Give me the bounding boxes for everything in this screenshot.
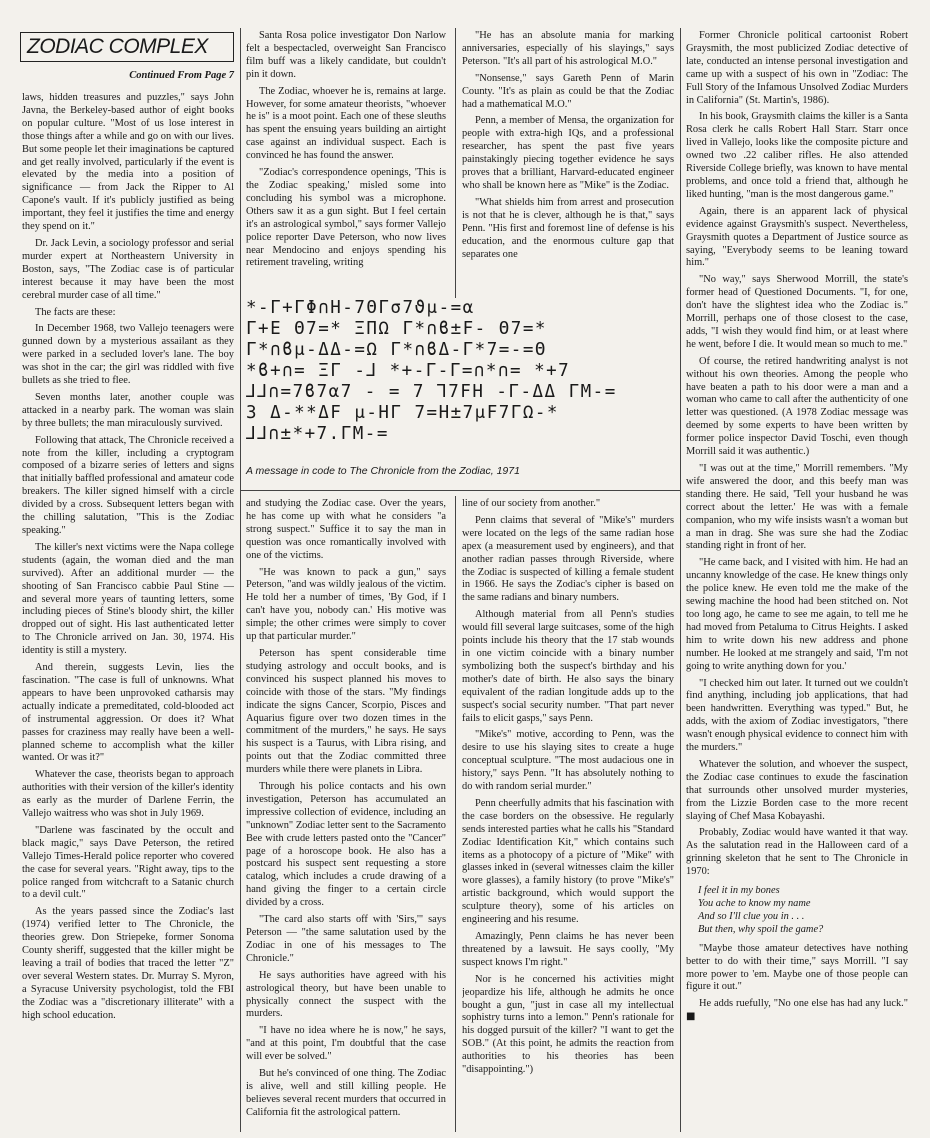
paragraph: Seven months later, another couple was attacked in a nearby park. The woman was slain by three bullets; the man miraculously survived.: [22, 391, 234, 429]
cipher-caption: A message in code to The Chronicle from the Zodiac, 1971: [246, 465, 520, 477]
cipher-line: ⅃⅃∩±*+7.ΓΜ-=: [246, 424, 389, 444]
paragraph: "He has an absolute mania for marking anniversaries, especially of his slayings," says Peterson. "It's all part of his astrological M.O.": [462, 30, 674, 67]
paragraph: "Darlene was fascinated by the occult and black magic," says Dave Peterson, the retired Vallejo Times-Herald police reporter who covered the case for several years. "Right away, tips to the police ranged from witchcraft to a Satanic church to a devil cult.": [22, 824, 234, 901]
paragraph: laws, hidden treasures and puzzles," says John Javna, the Berkeley-based author of eight books on popular culture. "Most of us lose interest in those things after a while and go on with our lives. But some people let their imaginations be captured and get really involved, particularly if the event is elevated by the media into a position of significance — from Jack the Ripper to Al Capone's vault. If it's publicly justified as being important, they feel it justifies the time and energy they spend on it.": [22, 92, 234, 233]
paragraph: "No way," says Sherwood Morrill, the state's former head of Questioned Documents. "I, for one, don't have the slightest idea who the Zodiac is." Morrill, perhaps one of those closest to the case, adds, "I wish they would find him, or at least where he went, before I die. It would mean so much to me.": [686, 274, 908, 350]
paragraph: The facts are these:: [35, 306, 116, 318]
cipher-line: Γ*∩ϐμ-ΔΔ-=Ω Γ*∩ϐΔ-Γ*7=-=Θ: [246, 340, 547, 360]
end-mark-icon: ■: [686, 1011, 696, 1023]
column-rule: [455, 28, 456, 298]
paragraph: Dr. Jack Levin, a sociology professor and serial murder expert at Northeastern University in Boston, says, "The Zodiac case is of particular interest because it may have been the most cerebral murder case of all time.": [22, 237, 234, 301]
paragraph: Following that attack, The Chronicle received a note from the killer, including a cryptogram composed of a bizarre series of letters and signs that initially baffled professional and amateur code breakers. The killer signed himself with a circle divided by a cross. Subsequent letters began with the chilling salutation, "This is the Zodiac speaking.": [22, 434, 234, 536]
paragraph: "Mike's" motive, according to Penn, was the desire to use his slaying sites to create a huge conceptual sculpture. "The most audacious one in history," says Penn. "It has absolutely nothing to do with random serial murder.": [462, 729, 674, 793]
paragraph: The killer's next victims were the Napa college students (again, the woman died and the man survived). After an additional murder — the shooting of San Francisco cabbie Paul Stine — and several more years of taunting letters, some including pieces of Stine's bloody shirt, the killer dropped out of sight. His last authenticated letter to The Chronicle arrived on Jan. 30, 1974. His identity is still a mystery.: [22, 541, 234, 657]
column-rule: [240, 28, 241, 1132]
continued-from-line: Continued From Page 7: [129, 70, 234, 81]
article-column-2-top: [246, 30, 446, 300]
paragraph: In December 1968, two Vallejo teenagers were gunned down by a mysterious assailant as they were parked in a secluded lover's lane. The boy was shot in the car; the girl was riddled with five bullets as she tried to flee.: [22, 323, 234, 387]
section-header-box: [20, 32, 234, 62]
paragraph: "What shields him from arrest and prosecution is not that he is clever, although he is that," says Penn. "His first and foremost line of defense is his education, and the enormous culture gap that separates one: [462, 196, 674, 260]
paragraph: Santa Rosa police investigator Don Narlow felt a bespectacled, overweight San Francisco film buff was a likely candidate, but couldn't pin it down.: [246, 30, 446, 80]
paragraph: Former Chronicle political cartoonist Robert Graysmith, the most publicized Zodiac detective of late, conducted an intense personal investigation and came up with a suspect of his own in "Zodiac: The Full Story of the Infamous Unsolved Zodiac Murders in California" (St. Martin's, 1986).: [686, 30, 908, 106]
paragraph: Probably, Zodiac would have wanted it that way. As the salutation read in the Halloween card of a grinning skeleton that he sent to The Chronicle in 1970:: [686, 827, 908, 878]
poem-line: But then, why spoil the game?: [698, 923, 824, 935]
cipher-line: 3 Δ-**ΔϜ μ-ΗΓ 7=Η±7μϜ7ΓΩ-*: [246, 403, 559, 423]
paragraph: line of our society from another.": [462, 498, 601, 509]
paragraph: Whatever the case, theorists began to approach authorities with their version of the killer's identity as early as the murder of Darlene Ferrin, the Vallejo waitress who was shot in July 1969.: [22, 769, 234, 820]
paragraph: Penn cheerfully admits that his fascination with the case borders on the obsessive. He regularly sends interested parties what he calls his "Standard Zodiac Identification Kit," which contains such items as a photocopy of a picture of "Mike" with glasses inked in (several witnesses claim the killer wore glasses), a family history (to prove "Mike's" artistic background, which would support the sculpture theory), some of his articles on engineering and his resume.: [462, 797, 674, 926]
column-rule: [680, 28, 681, 1132]
poem-line: You ache to know my name: [698, 898, 811, 909]
paragraph: Penn, a member of Mensa, the organization for people with extra-high IQs, and a professional researcher, has spent the past five years painstakingly piecing together evidence he says proves that a brilliant, Harvard-educated engineer who shall be known here as "Mike" is the Zodiac.: [462, 115, 674, 191]
cipher-line: *ϐ+∩= ΞΓ -⅃ *+-Γ-Γ=∩*∩= *+7: [246, 361, 571, 381]
zodiac-cipher-image: [246, 298, 674, 456]
poem-line: I feel it in my bones: [698, 885, 780, 897]
paragraph: "I have no idea where he is now," he says, "and at this point, I'm doubtful that the case will ever be solved.": [246, 1025, 446, 1063]
paragraph: He says authorities have agreed with his astrological theory, but have been unable to physically connect the suspect with the murders.: [246, 969, 446, 1020]
article-column-1: [22, 92, 234, 1128]
paragraph: Through his police contacts and his own investigation, Peterson has accumulated an impressive collection of evidence, including an "unknown" Zodiac letter sent to the Sacramento Bee with crude letters pasted onto the "Cancer" page of a horoscope book. He also has a postcard his suspect sent requesting a store catalog, which includes a crude drawing of a hand giving the finger to a certain circle divided by a cross.: [246, 781, 446, 909]
paragraph: The Zodiac, whoever he is, remains at large. However, for some amateur theorists, "whoever he is" is a moot point. Each one of these sleuths has spent the ensuing years building an airtight case against an individual suspect. Each is convinced he has found the answer.: [246, 85, 446, 162]
closing-paragraph: [686, 998, 908, 1024]
poem-line: And so I'll clue you in . . .: [698, 910, 805, 922]
column-rule: [455, 496, 456, 1132]
paragraph: Again, there is an apparent lack of physical evidence against Graysmith's suspect. Nevertheless, Graysmith quotes a Department of Justice source as saying, "Everybody seems to be leaning toward him.": [686, 205, 908, 269]
paragraph: Whatever the solution, and whoever the suspect, the Zodiac case continues to exude the fascination that surrounds other unsolved murder mysteries, from the Lizzie Borden case to the more recent slaying of Chef Masa Kobayashi.: [686, 758, 908, 822]
paragraph: Nor is he concerned his activities might jeopardize his life, although he admits he once bought a gun, "just in case all my intellectual sophistry turns into a lemon." Penn's rationale for his dogged pursuit of the killer? "I want to get the SOB." (At this point, he admits the reaction from authorities to his theories has been "disappointing."): [462, 973, 674, 1076]
article-column-4: [686, 30, 908, 1128]
paragraph: and studying the Zodiac case. Over the years, he has come up with what he considers "a strong suspect." Suffice it to say the man in question was once romantically involved with one of the victims.: [246, 498, 446, 561]
paragraph: Of course, the retired handwriting analyst is not without his own theories. Among the people who have beaten a path to his door were a man and a woman who came to call after the authenticity of one letter was questioned. (A 1978 Zodiac message was deemed by some experts to have been written by former police inspector David Toschi, even though Morrill said it was authentic.): [686, 355, 908, 458]
paragraph: Amazingly, Penn claims he has never been threatened by a lawsuit. He says coolly, "My suspect knows I'm right.": [462, 931, 674, 968]
paragraph: In his book, Graysmith claims the killer is a Santa Rosa clerk he calls Robert Hall Starr. Starr once lived in Vallejo, looks like the composite picture and owned two .22 caliber rifles. He also attended Riverside College briefly, was known to have mental problems, and once told a friend that, although he liked hunting, "man is the most dangerous game.": [686, 111, 908, 200]
cipher-line: ⅃⅃∩=7ϐ7α7 - = 7 ⅂7ϜΗ -Γ-ΔΔ ΓΜ-=: [246, 382, 617, 402]
halloween-card-poem: [686, 885, 908, 937]
paragraph: "The card also starts off with 'Sirs,'" says Peterson — "the same salutation used by the Zodiac in one of his messages to The Chronicle.": [246, 914, 446, 964]
paragraph: Penn claims that several of "Mike's" murders were located on the legs of the same radian hose apex (a measurement used by engineers), and that another radian passes through Riverside, where the Zodiac is suspected of killing a female student in 1966. He says the Zodiac's cipher is based on the same radians and binary numbers.: [462, 514, 674, 604]
caption-rule: [240, 490, 680, 491]
paragraph: "He came back, and I visited with him. He had an uncanny knowledge of the case. He knew things only the police knew. He even told me the make of the sewing machine the hood had been stitched on. Not too long ago, he came to see me again, to tell me he had moved from Petaluma to Citrus Heights. I asked him to write down his new address and phone number. He looked at me strangely and said, 'I'm not going to write anything down for you.': [686, 557, 908, 672]
paragraph: "Maybe those amateur detectives have nothing better to do with their time," says Morrill. "I say more power to 'em. Maybe one of those people can figure it out.": [686, 942, 908, 993]
paragraph: As the years passed since the Zodiac's last (1974) verified letter to The Chronicle, the theories grew. Don Striepeke, former Sonoma County sheriff, suggested that the killer might be leaving a trail of bodies that traced the letter "Z" over several Western states. Dr. Murray S. Myron, a Syracuse University psychologist, told the FBI the Zodiac was a "discretionary illiterate" with a high school education.: [22, 906, 234, 1021]
paragraph: Although material from all Penn's studies would fill several large suitcases, some of the high points include his theory that the 17 stab wounds in one victim coincide with a binary number symbolizing both the suspect's birthday and his mother's date of birth. He also says the binary equivalent of the radian longitude adds up to the suspect's social security number. "That part never fails to elicit gasps," says Penn.: [462, 609, 674, 724]
section-title: ZODIAC COMPLEX: [27, 35, 208, 58]
cipher-line: *-Γ+ΓΦ∩H-7ΘΓσ7ϑμ-=α: [246, 298, 475, 318]
paragraph: "He was known to pack a gun," says Peterson, "and was wildly jealous of the victim. He told her a number of times, 'By God, if I can't have you, nobody can.' His motive was simple; the other crimes were simply to cover up that particular murder.": [246, 566, 446, 643]
paragraph: "I checked him out later. It turned out we couldn't find anything, including job applications, that had been handwritten. Everything was typed." But, he adds, with the axiom of Zodiac investigators, "there wasn't enough physical evidence to connect him with the murders.": [686, 677, 908, 754]
cipher-line: Γ+Ε Θ7=* ΞΠΩ Γ*∩ϐ±Ϝ- Θ7=*: [246, 319, 547, 339]
paragraph: "I was out at the time," Morrill remembers. "My wife answered the door, and this beefy man was standing there. He said, 'Tell your husband he was correct about the letter.' He was with a female companion, who my wife insists wasn't a woman but a man in drag. She was sure she had the Zodiac standing right in front of her.: [686, 463, 908, 552]
paragraph: And therein, suggests Levin, lies the fascination. "The case is full of unknowns. What appears to have been unprovoked catharsis may actually indicate a premeditated, cold-blooded act of instrumental aggression. Or does it? What passes for craziness may really have been a well-planned scheme to accomplish what the killer wanted. Or was it?": [22, 662, 234, 764]
paragraph: Peterson has spent considerable time studying astrology and occult books, and is convinced his suspect planned his moves to coincide with those of the stars. "My findings indicate the signs Cancer, Scorpio, Pisces and Aquarius figure over two dozen times in the commitment of the murders," he says. He says his suspect is a Taurus, with Libra rising, and points out that the Zodiac committed three murders while there were planets in Libra.: [246, 647, 446, 776]
article-column-3-bottom: [462, 498, 674, 1128]
closing-text: He adds ruefully, "No one else has had any luck.": [699, 998, 908, 1010]
paragraph: "Zodiac's correspondence openings, 'This is the Zodiac speaking,' misled some into concluding his symbol was a microphone. Others saw it as a gun sight. But I feel certain it's an astrological symbol," says former Vallejo police reporter Dave Peterson, who now lives near Mendocino and enjoys spending his retirement traveling, writing: [246, 167, 446, 269]
paragraph: But he's convinced of one thing. The Zodiac is alive, well and still killing people. He believes several recent murders that occurred in California fit the astrological pattern.: [246, 1068, 446, 1118]
article-column-3-top: [462, 30, 674, 300]
paragraph: "Nonsense," says Gareth Penn of Marin County. "It's as plain as could be that the Zodiac had a mathematical M.O.": [462, 72, 674, 110]
article-column-2-bottom: [246, 498, 446, 1128]
